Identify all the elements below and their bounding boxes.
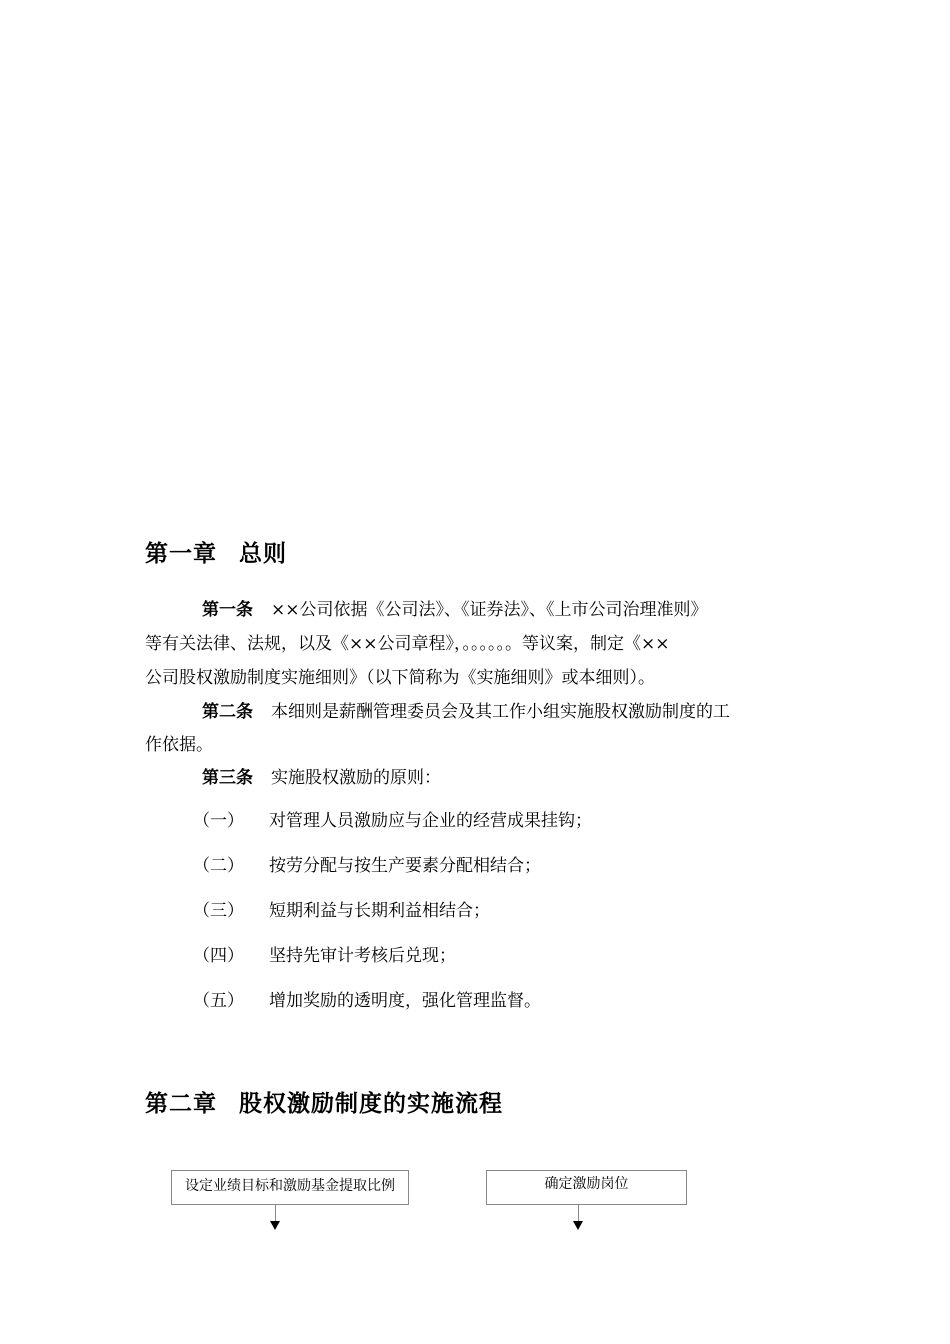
article-2-text-1: 本细则是薪酬管理委员会及其工作小组实施股权激励制度的工 (271, 702, 730, 722)
flow-box-performance-targets: 设定业绩目标和激励基金提取比例 (171, 1170, 409, 1205)
list-item (193, 899, 490, 923)
list-item (193, 989, 541, 1013)
list-item (193, 944, 456, 968)
list-item-text: 坚持先审计考核后兑现； (269, 946, 456, 966)
article-1-line-2: 等有关法律、法规，以及《××公司章程》，。。。。。。等议案，制定《×× (145, 634, 670, 654)
list-item (193, 809, 592, 833)
list-item-marker: （一） (193, 811, 244, 831)
list-item-text: 按劳分配与按生产要素分配相结合； (269, 856, 541, 876)
chapter-2-heading (145, 1085, 503, 1118)
article-3-text: 实施股权激励的原则： (271, 768, 441, 788)
chapter-1-heading (145, 535, 287, 568)
article-1-line-1 (202, 598, 708, 622)
article-3-line (202, 766, 441, 790)
article-3-label: 第三条 (202, 768, 253, 788)
list-item-text: 短期利益与长期利益相结合； (269, 901, 490, 921)
flow-connector (275, 1205, 276, 1221)
arrow-down-icon (573, 1221, 583, 1230)
article-2-label: 第二条 (202, 702, 253, 722)
article-2-line-2: 作依据。 (145, 735, 213, 755)
article-1-line-3: 公司股权激励制度实施细则》（以下简称为《实施细则》或本细则）。 (145, 668, 655, 688)
list-item-text: 对管理人员激励应与企业的经营成果挂钩； (269, 811, 592, 831)
article-1-text-1: ××公司依据《公司法》、《证券法》、《上市公司治理准则》 (271, 600, 708, 620)
list-item-marker: （二） (193, 856, 244, 876)
list-item-marker: （三） (193, 901, 244, 921)
chapter-1-number: 第一章 (145, 540, 217, 567)
chapter-2-title: 股权激励制度的实施流程 (239, 1090, 503, 1117)
flow-box-incentive-positions: 确定激励岗位 (486, 1170, 687, 1205)
list-item (193, 854, 541, 878)
article-1-label: 第一条 (202, 600, 253, 620)
list-item-marker: （四） (193, 946, 244, 966)
chapter-1-title: 总则 (239, 540, 287, 567)
arrow-down-icon (270, 1221, 280, 1230)
list-item-marker: （五） (193, 991, 244, 1011)
flow-connector (578, 1205, 579, 1221)
chapter-2-number: 第二章 (145, 1090, 217, 1117)
article-2-line-1 (202, 700, 730, 724)
list-item-text: 增加奖励的透明度，强化管理监督。 (269, 991, 541, 1011)
